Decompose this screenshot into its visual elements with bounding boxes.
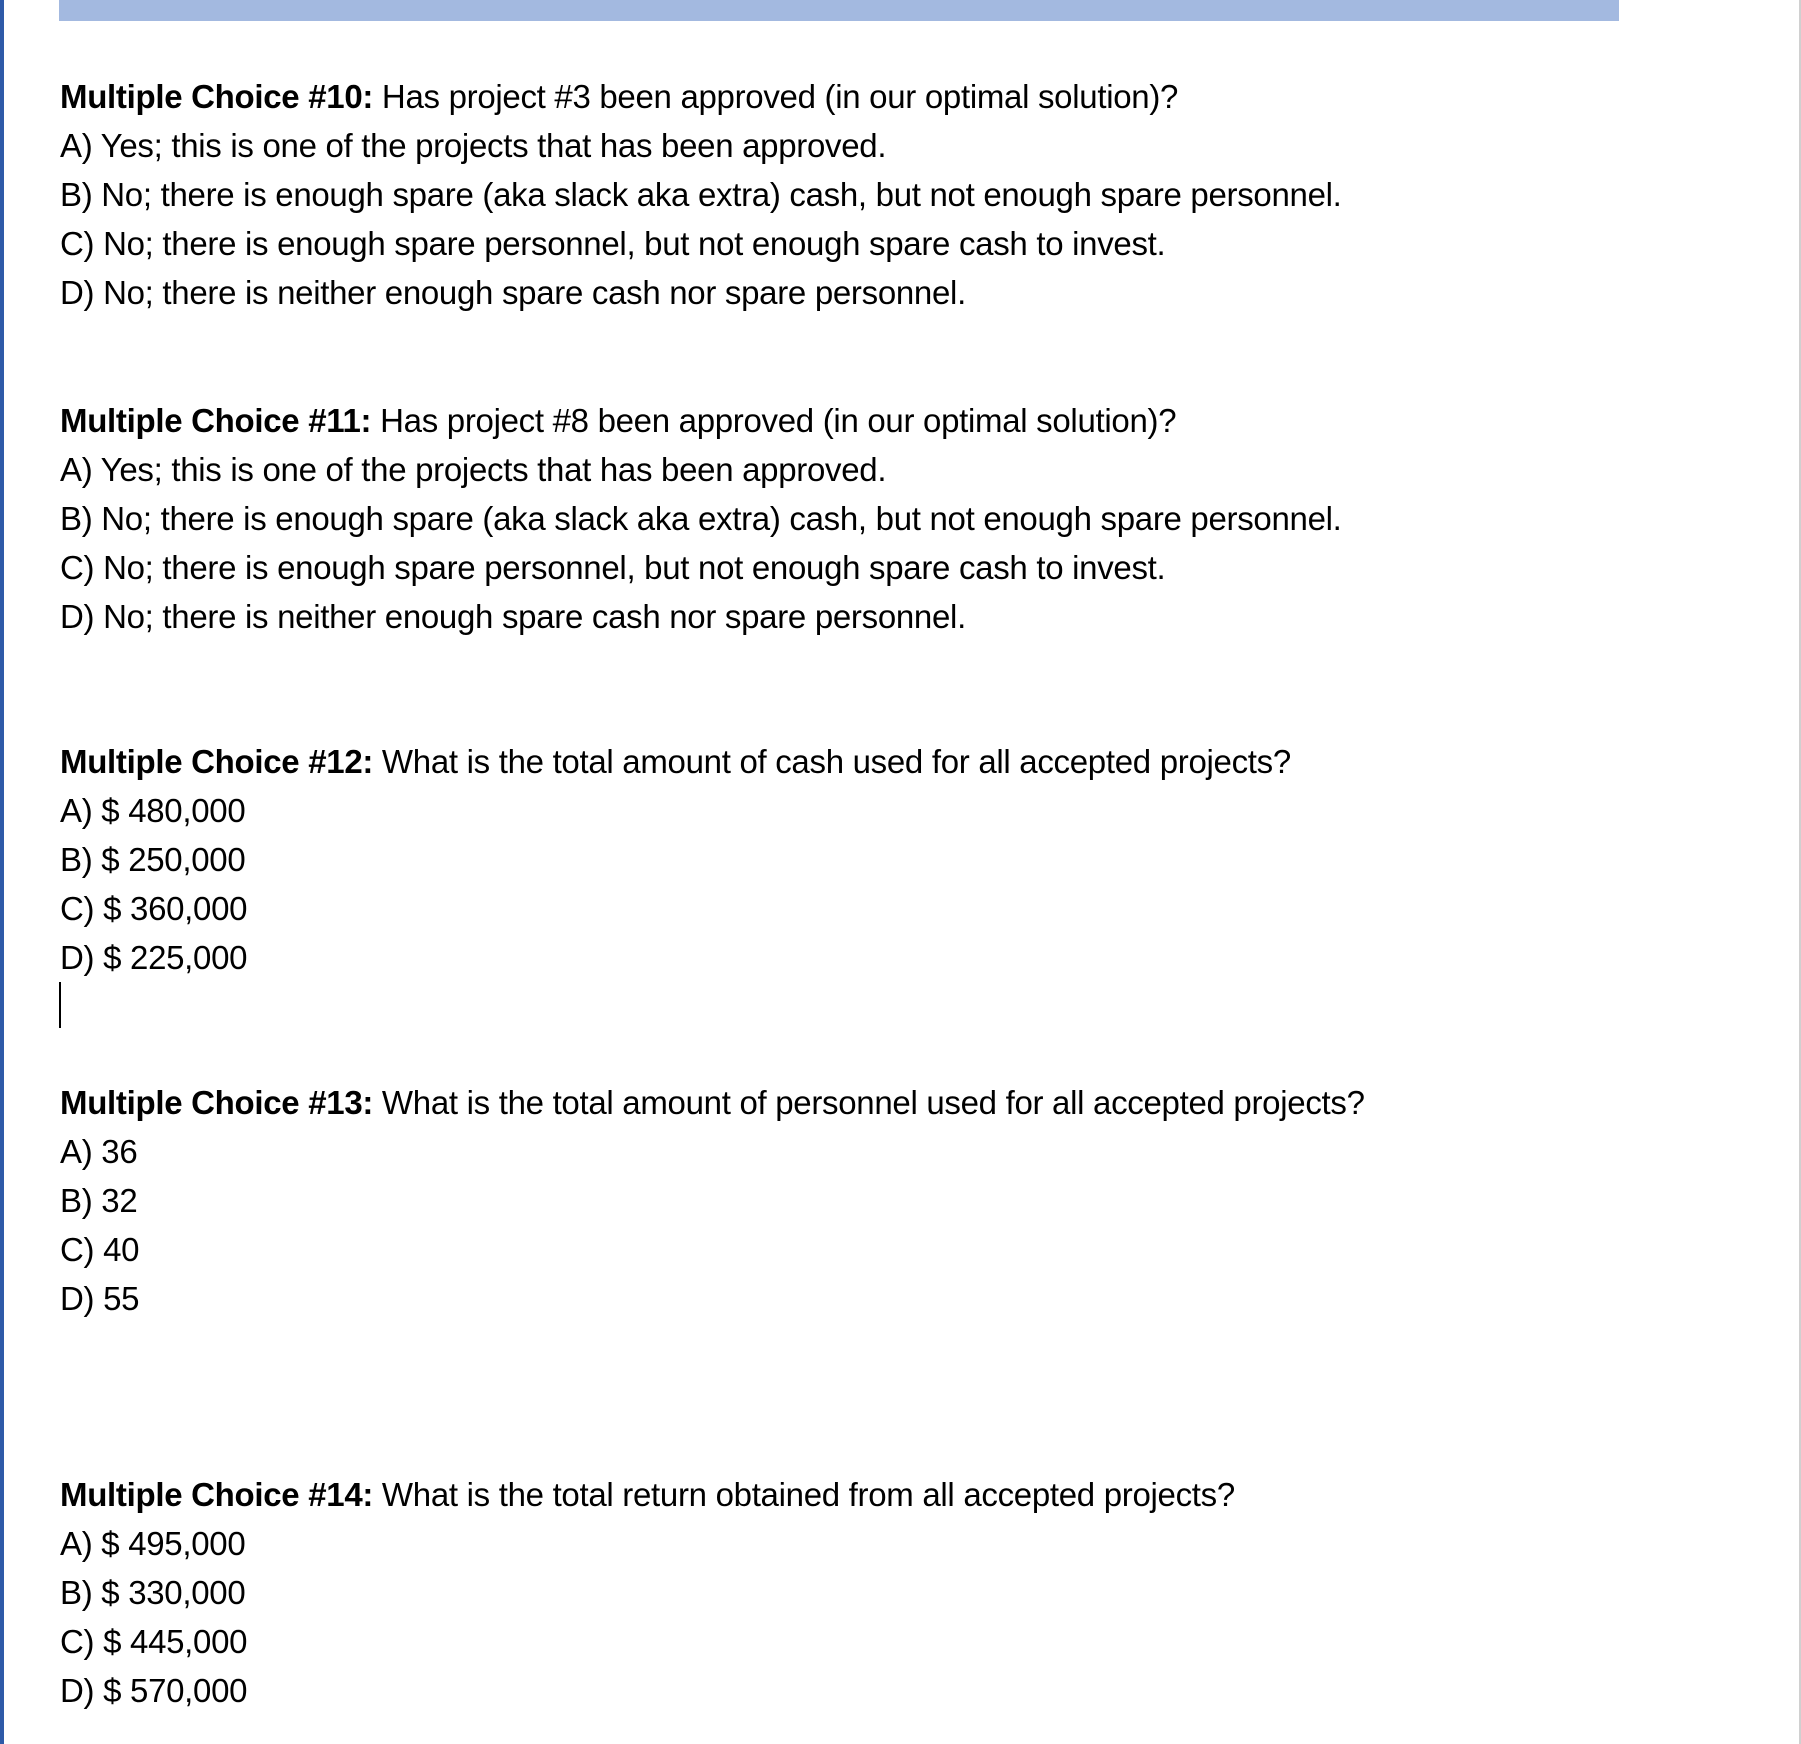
answer-option: B) No; there is enough spare (aka slack aka extra) cash, but not enough spare personnel. [60,176,1342,213]
answer-option: B) No; there is enough spare (aka slack aka extra) cash, but not enough spare personnel. [60,500,1342,537]
question-text: What is the total amount of personnel used for all accepted projects? [373,1084,1365,1121]
question-line [60,72,1342,121]
answer-option: B) $ 250,000 [60,841,246,878]
answer-option: C) 40 [60,1231,140,1268]
answer-option: B) 32 [60,1182,138,1219]
header-bar [59,0,1619,21]
answer-option: D) No; there is neither enough spare cash nor spare personnel. [60,598,966,635]
text-cursor [59,982,61,1028]
answer-option: A) Yes; this is one of the projects that has been approved. [60,127,887,164]
answer-option: D) $ 225,000 [60,939,248,976]
answer-option: D) 55 [60,1280,140,1317]
answer-option: A) 36 [60,1133,138,1170]
question-line [60,1470,1235,1519]
question-text: What is the total return obtained from all accepted projects? [373,1476,1235,1513]
answer-option: A) $ 495,000 [60,1525,246,1562]
answer-option: D) $ 570,000 [60,1672,248,1709]
answer-option: C) $ 360,000 [60,890,248,927]
question-text: Has project #3 been approved (in our optimal solution)? [373,78,1179,115]
question-label: Multiple Choice #10: [60,78,374,115]
question-block [60,1078,1365,1323]
answer-option: B) $ 330,000 [60,1574,246,1611]
page-left-border [0,0,4,1744]
question-text: What is the total amount of cash used for all accepted projects? [373,743,1291,780]
answer-option: C) No; there is enough spare personnel, but not enough spare cash to invest. [60,225,1166,262]
question-label: Multiple Choice #11: [60,402,372,439]
question-line [60,396,1342,445]
question-label: Multiple Choice #12: [60,743,374,780]
question-block [60,737,1291,982]
question-line [60,737,1291,786]
answer-option: C) $ 445,000 [60,1623,248,1660]
question-block [60,72,1342,317]
question-block [60,396,1342,641]
question-block [60,1470,1235,1715]
answer-option: A) Yes; this is one of the projects that has been approved. [60,451,887,488]
answer-option: A) $ 480,000 [60,792,246,829]
question-label: Multiple Choice #13: [60,1084,374,1121]
question-line [60,1078,1365,1127]
question-text: Has project #8 been approved (in our optimal solution)? [371,402,1177,439]
answer-option: C) No; there is enough spare personnel, but not enough spare cash to invest. [60,549,1166,586]
question-label: Multiple Choice #14: [60,1476,374,1513]
answer-option: D) No; there is neither enough spare cash nor spare personnel. [60,274,966,311]
